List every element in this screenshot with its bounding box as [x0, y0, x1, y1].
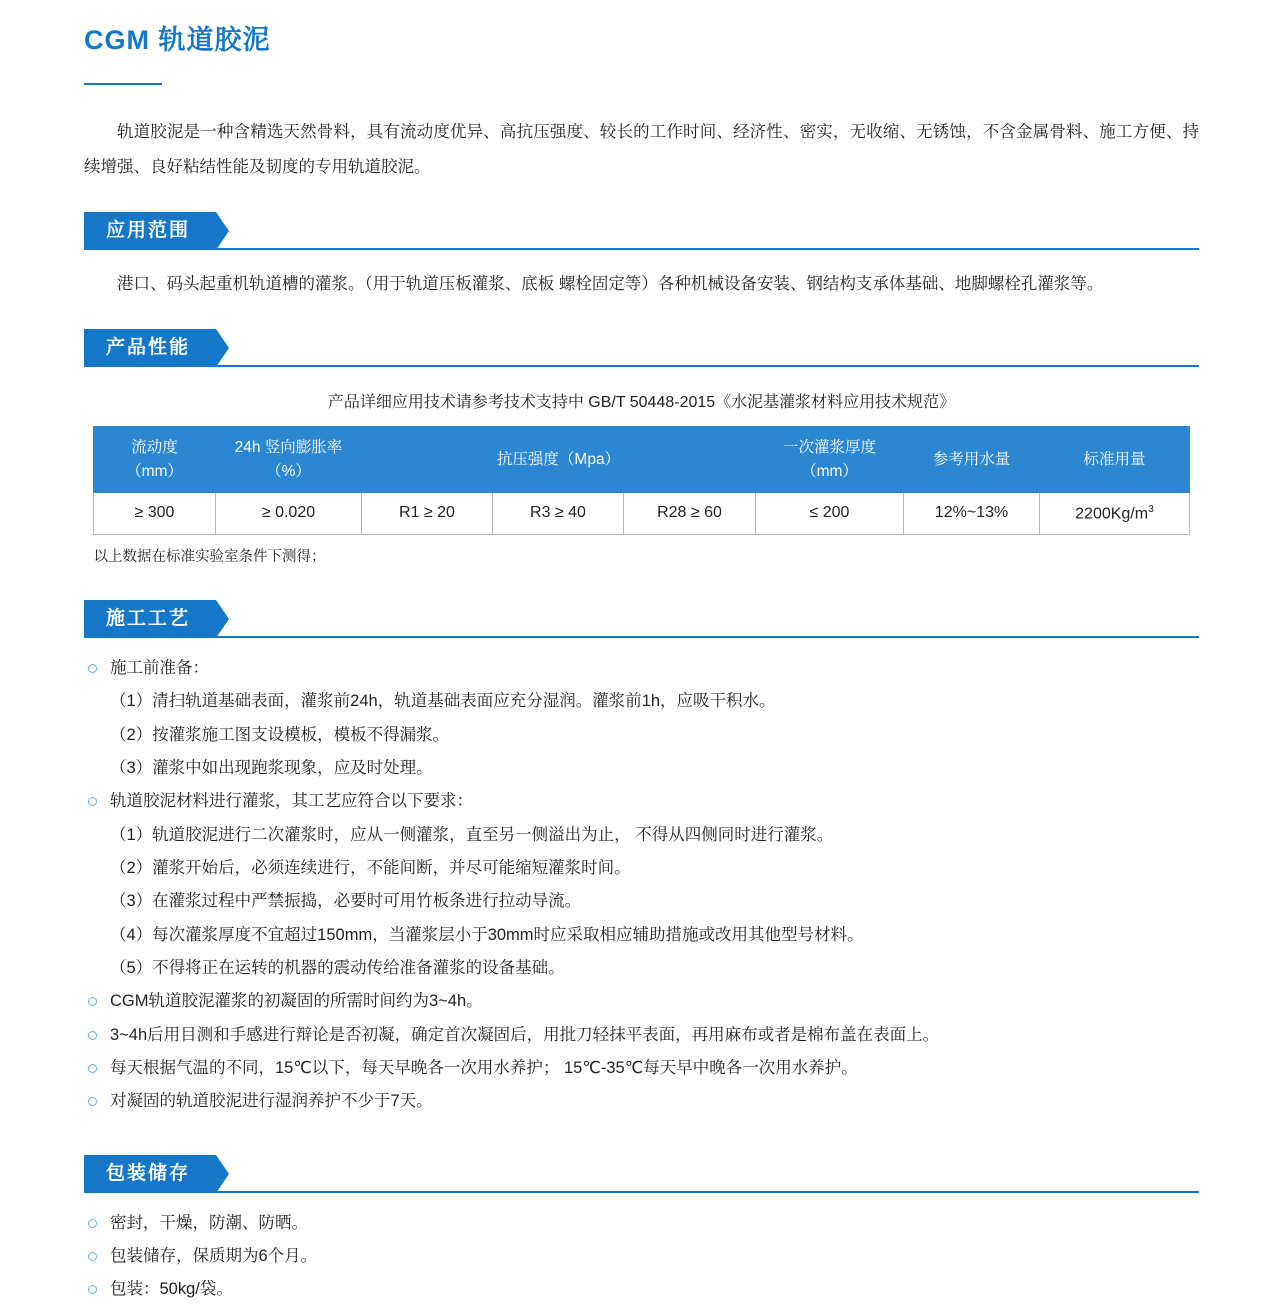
th-dosage: 标准用量 [1040, 427, 1190, 493]
cell-expansion: ≥ 0.020 [215, 492, 361, 534]
section-tag-performance: 产品性能 [84, 329, 216, 367]
list-item: （5）不得将正在运转的机器的震动传给准备灌浆的设备基础。 [110, 959, 565, 978]
cell-r1: R1 ≥ 20 [361, 492, 492, 534]
list-item: 每天根据气温的不同，15℃以下，每天早晚各一次用水养护； 15℃-35℃每天早中晚各一次用水养护。 [84, 1052, 1199, 1085]
list-item: 3~4h后用目测和手感进行辩论是否初凝，确定首次凝固后，用批刀轻抹平表面，再用麻布或者是棉布盖在表面上。 [84, 1019, 1199, 1052]
table-header-row [93, 427, 1189, 493]
list-item: 轨道胶泥材料进行灌浆，其工艺应符合以下要求： [84, 785, 1199, 818]
section-header-process [84, 600, 1199, 638]
table-row [93, 492, 1189, 534]
section-header-application [84, 212, 1199, 250]
section-tag-application: 应用范围 [84, 212, 216, 250]
cell-dosage-value: 2200Kg/m [1075, 505, 1149, 523]
intro-paragraph: 轨道胶泥是一种含精选天然骨料，具有流动度优异、高抗压强度、较长的工作时间、经济性、密实，无收缩、无锈蚀，不含金属骨料、施工方便、持续增强、良好粘结性能及韧度的专用轨道胶泥。 [84, 123, 1199, 176]
application-text: 港口、码头起重机轨道槽的灌浆。（用于轨道压板灌浆、底板 螺栓固定等）各种机械设备安装、钢结构支承体基础、地脚螺栓孔灌浆等。 [117, 275, 1104, 294]
section-rule-performance [84, 365, 1199, 367]
list-item: （3）灌浆中如出现跑浆现象，应及时处理。 [110, 759, 433, 778]
list-item: （1）轨道胶泥进行二次灌浆时，应从一侧灌浆，直至另一侧溢出为止， 不得从四侧同时进行灌浆。 [110, 825, 834, 844]
section-rule-packaging [84, 1191, 1199, 1193]
section-tag-packaging: 包装储存 [84, 1155, 216, 1193]
cell-dosage-exponent: 3 [1148, 503, 1154, 515]
section-header-packaging [84, 1155, 1199, 1193]
section-rule-application [84, 248, 1199, 250]
th-flow: 流动度 （mm） [93, 427, 215, 493]
performance-table [93, 426, 1190, 535]
process-list [84, 652, 1199, 1119]
th-water: 参考用水量 [904, 427, 1040, 493]
cell-r28: R28 ≥ 60 [623, 492, 755, 534]
page-title: CGM 轨道胶泥 [84, 25, 271, 55]
performance-note: 产品详细应用技术请参考技术支持中 GB/T 50448-2015《水泥基灌浆材料应用技术规范》 [327, 394, 956, 412]
list-item: 包装：50kg/袋。 [84, 1273, 1199, 1306]
section-packaging [84, 1155, 1199, 1307]
list-item: （2）灌浆开始后，必须连续进行，不能间断，并尽可能缩短灌浆时间。 [110, 859, 631, 878]
section-header-performance [84, 329, 1199, 367]
section-rule-process [84, 636, 1199, 638]
section-application [84, 212, 1199, 301]
section-performance [84, 329, 1199, 566]
list-item: CGM轨道胶泥灌浆的初凝固的所需时间约为3~4h。 [84, 985, 1199, 1018]
cell-thickness: ≤ 200 [756, 492, 904, 534]
list-item: （1）清扫轨道基础表面，灌浆前24h，轨道基础表面应充分湿润。灌浆前1h，应吸干积水。 [110, 692, 776, 711]
th-expansion: 24h 竖向膨胀率 （%） [215, 427, 361, 493]
section-tag-process: 施工工艺 [84, 600, 216, 638]
title-divider [84, 83, 162, 85]
section-process [84, 600, 1199, 1119]
packaging-list [84, 1207, 1199, 1307]
th-strength: 抗压强度（Mpa） [361, 427, 755, 493]
cell-water: 12%~13% [904, 492, 1040, 534]
list-item: （3）在灌浆过程中严禁振捣，必要时可用竹板条进行拉动导流。 [110, 892, 582, 911]
list-item: 密封，干燥，防潮、防晒。 [84, 1207, 1199, 1240]
list-item: 施工前准备： [84, 652, 1199, 685]
th-thickness: 一次灌浆厚度 （mm） [756, 427, 904, 493]
cell-r3: R3 ≥ 40 [492, 492, 623, 534]
table-footnote: 以上数据在标准实验室条件下测得； [93, 549, 326, 566]
list-item: 包装储存，保质期为6个月。 [84, 1240, 1199, 1273]
list-item: 对凝固的轨道胶泥进行湿润养护不少于7天。 [84, 1085, 1199, 1118]
list-item: （2）按灌浆施工图支设模板，模板不得漏浆。 [110, 725, 450, 744]
cell-flow: ≥ 300 [93, 492, 215, 534]
cell-dosage [1040, 492, 1190, 534]
list-item: （4）每次灌浆厚度不宜超过150mm，当灌浆层小于30mm时应采取相应辅助措施或改用其他型号材料。 [110, 925, 864, 944]
